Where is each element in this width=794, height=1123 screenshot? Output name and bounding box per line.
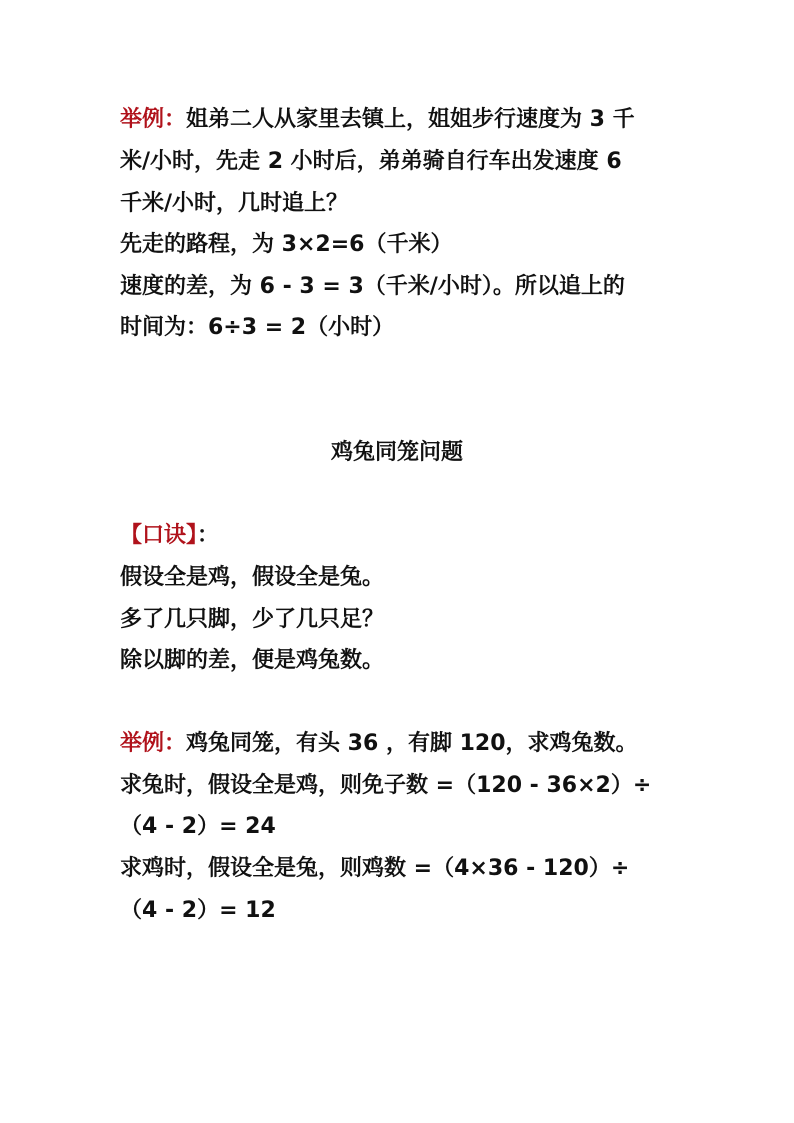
example2-line-5: （4 - 2）= 12 bbox=[120, 898, 276, 923]
mnemonic-colon: ： bbox=[197, 523, 220, 548]
example2-text: 鸡兔同笼，有头 36 ，有脚 120，求鸡兔数。 bbox=[186, 731, 638, 756]
example2-label: 举例： bbox=[120, 731, 187, 756]
mnemonic-label: 【口诀】 bbox=[120, 523, 198, 548]
example2-line-1 bbox=[120, 729, 638, 759]
mnemonic-line-3: 除以脚的差，便是鸡兔数。 bbox=[120, 648, 385, 673]
section-title: 鸡兔同笼问题 bbox=[330, 440, 463, 465]
example2-line-3: （4 - 2）= 24 bbox=[120, 814, 276, 839]
solution-line-3: 时间为：6÷3 = 2（小时） bbox=[120, 315, 395, 340]
example-line-1 bbox=[120, 105, 635, 135]
mnemonic-heading bbox=[120, 521, 219, 551]
example-label: 举例： bbox=[120, 107, 187, 132]
mnemonic-line-2: 多了几只脚，少了几只足？ bbox=[120, 607, 385, 632]
example-text: 姐弟二人从家里去镇上，姐姐步行速度为 3 千 bbox=[186, 107, 635, 132]
mnemonic-line-1: 假设全是鸡，假设全是兔。 bbox=[120, 565, 385, 590]
example-line-3: 千米/小时，几时追上？ bbox=[120, 191, 349, 216]
example2-line-2: 求兔时，假设全是鸡，则免子数 =（120 - 36×2）÷ bbox=[120, 773, 652, 798]
example-line-2: 米/小时，先走 2 小时后，弟弟骑自行车出发速度 6 bbox=[120, 149, 622, 174]
example2-line-4: 求鸡时，假设全是兔，则鸡数 =（4×36 - 120）÷ bbox=[120, 856, 630, 881]
solution-line-2: 速度的差，为 6 - 3 = 3（千米/小时）。所以追上的 bbox=[120, 274, 625, 299]
solution-line-1: 先走的路程，为 3×2=6（千米） bbox=[120, 232, 453, 257]
